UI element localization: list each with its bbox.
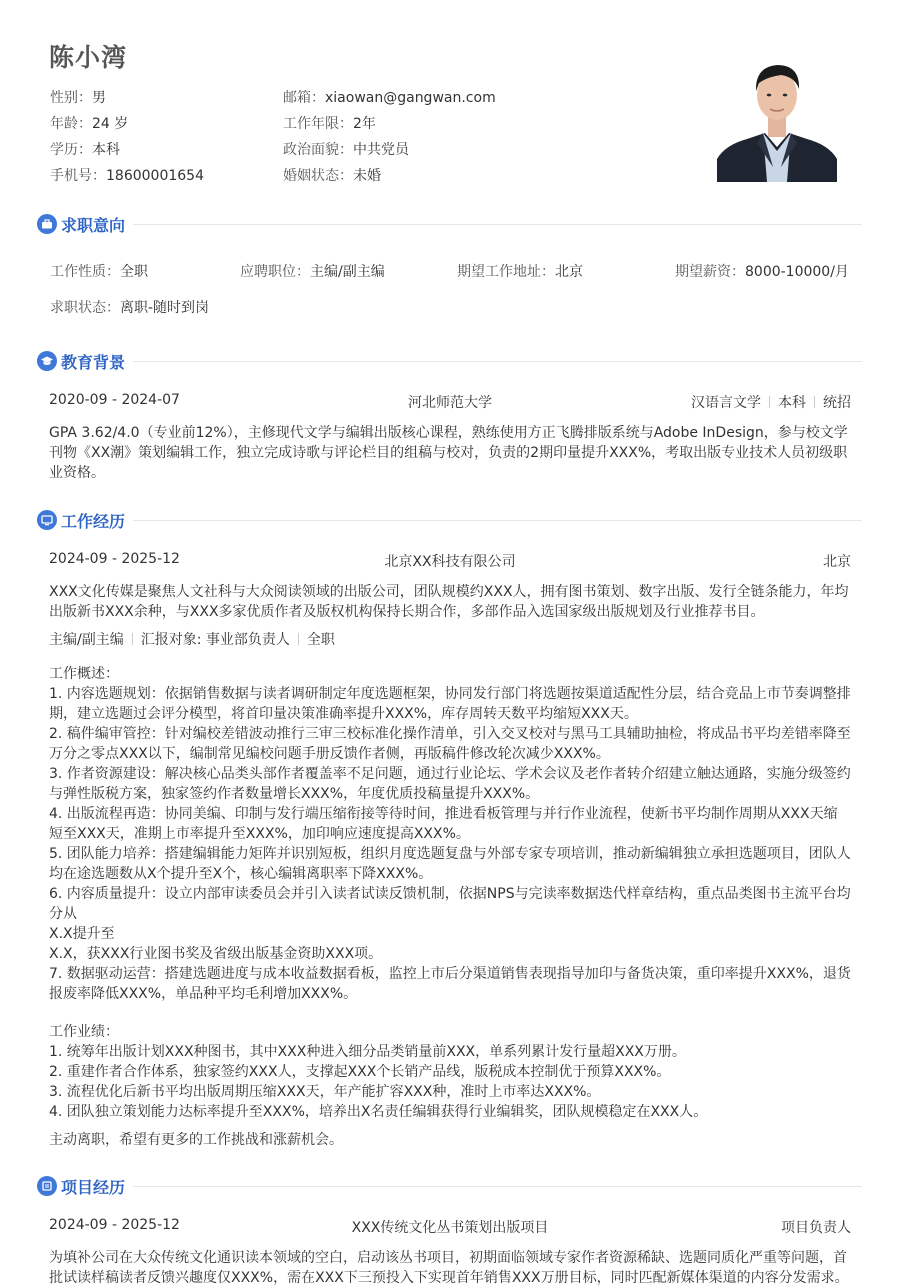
intent-location <box>457 261 583 281</box>
separator <box>298 633 299 645</box>
work-period: 2024-09 - 2025-12 <box>49 551 180 567</box>
briefcase-icon <box>37 214 57 234</box>
politics-value: 中共党员 <box>353 142 409 158</box>
intent-status-value: 离职-随时到岗 <box>120 300 210 316</box>
intent-status-label: 求职状态： <box>50 300 120 316</box>
intent-type <box>50 261 148 281</box>
years-label: 工作年限： <box>283 116 353 132</box>
separator <box>814 396 815 408</box>
edu-label: 学历： <box>50 142 92 158</box>
email-info <box>283 87 496 107</box>
achievement-item: 2. 重建作者合作体系，独家签约XXX人，支撑起XXX个长销产品线，版税成本控制优于预算XXX%。 <box>49 1064 671 1080</box>
gender-info <box>50 87 106 107</box>
work-role-row <box>49 629 851 649</box>
project-divider <box>133 1186 862 1187</box>
education-description: GPA 3.62/4.0（专业前12%），主修现代文学与编辑出版核心课程，熟练使用方正飞腾排版系统与Adobe InDesign，参与校文学刊物《XX潮》策划编辑工作，独立完成诗歌与评论栏目的组稿与校对，负责的2期印量提升XXX%，考取出版专业技术人员初级职业资格。 <box>49 425 848 481</box>
phone-value: 18600001654 <box>106 168 204 184</box>
gender-label: 性别： <box>50 90 92 106</box>
separator <box>769 396 770 408</box>
education-degree: 本科 <box>778 395 806 411</box>
avatar <box>717 47 837 182</box>
age-label: 年龄： <box>50 116 92 132</box>
work-company: 北京XX科技有限公司 <box>384 554 516 570</box>
work-report: 汇报对象: 事业部负责人 <box>140 632 290 648</box>
candidate-name: 陈小湾 <box>49 43 128 72</box>
overview-item: 3. 作者资源建设：解决核心品类头部作者覆盖率不足问题，通过行业论坛、学术会议及老作者转介绍建立触达通路，实施分级签约与弹性版税方案，独家签约作者数量增长XXX%，年度优质投稿量提升XXX%。 <box>49 766 851 802</box>
overview-item: 4. 出版流程再造：协同美编、印制与发行端压缩衔接等待时间，推进看板管理与并行作业流程，使新书平均制作周期从XXX天缩短至XXX天，准期上市率提升至XXX%，加印响应速度提高XXX%。 <box>49 806 838 842</box>
education-school: 河北师范大学 <box>408 395 492 411</box>
intent-position-value: 主编/副主编 <box>310 264 385 280</box>
achievement-item: 3. 流程优化后新书平均出版周期压缩XXX天，年产能扩容XXX种，准时上市率达XXX%。 <box>49 1084 601 1100</box>
age-info <box>50 113 128 133</box>
overview-item: X.X，获XXX行业图书奖及省级出版基金资助XXX项。 <box>49 946 383 962</box>
education-divider <box>133 361 862 362</box>
achievements-title: 工作业绩： <box>49 1024 119 1040</box>
intent-salary-label: 期望薪资： <box>675 264 745 280</box>
age-value: 24 岁 <box>92 116 129 132</box>
work-section-title: 工作经历 <box>61 512 126 531</box>
email-value: xiaowan@gangwan.com <box>325 90 496 106</box>
overview-title: 工作概述： <box>49 666 119 682</box>
work-achievements <box>49 1022 851 1122</box>
separator <box>132 633 133 645</box>
leave-reason: 主动离职，希望有更多的工作挑战和涨薪机会。 <box>49 1132 343 1148</box>
overview-item: 1. 内容选题规划：依据销售数据与读者调研制定年度选题框架，协同发行部门将选题按渠道适配性分层，结合竞品上市节奏调整排期，建立选题过会评分模型，将首印量决策准确率提升XXX%，库存周转天数平均缩短XXX天。 <box>49 686 851 722</box>
education-major: 汉语言文学 <box>691 395 761 411</box>
politics-label: 政治面貌： <box>283 142 353 158</box>
intent-salary-value: 8000-10000/月 <box>745 264 849 280</box>
work-city: 北京 <box>823 554 851 570</box>
company-description: XXX文化传媒是聚焦人文社科与大众阅读领域的出版公司，团队规模约XXX人，拥有图书策划、数字出版、发行全链条能力，年均出版新书XXX余种，与XXX多家优质作者及版权机构保持长期合作，多部作品入选国家级出版规划及行业推荐书目。 <box>49 584 849 620</box>
politics-info <box>283 139 409 159</box>
project-section-title: 项目经历 <box>61 1178 126 1197</box>
intent-type-label: 工作性质： <box>50 264 120 280</box>
overview-item: 7. 数据驱动运营：搭建选题进度与成本收益数据看板，监控上市后分渠道销售表现指导加印与备货决策，重印率提升XXX%，退货报废率降低XXX%，单品种平均毛利增加XXX%。 <box>49 966 851 1002</box>
intent-location-label: 期望工作地址： <box>457 264 555 280</box>
work-role: 主编/副主编 <box>49 632 124 648</box>
avatar-photo-icon <box>717 47 837 182</box>
education-info <box>50 139 120 159</box>
intent-location-value: 北京 <box>555 264 583 280</box>
overview-item: 6. 内容质量提升：设立内部审读委员会并引入读者试读反馈机制，依据NPS与完读率数据迭代样章结构，重点品类图书主流平台均分从 <box>49 886 851 922</box>
project-section-header <box>37 1174 862 1198</box>
intent-salary <box>675 261 849 281</box>
phone-label: 手机号： <box>50 168 106 184</box>
overview-item: 5. 团队能力培养：搭建编辑能力矩阵并识别短板，组织月度选题复盘与外部专家专项培训，推动新编辑独立承担选题项目，团队人均在途选题数从X个提升至X个，核心编辑离职率下降XXX%。 <box>49 846 851 882</box>
work-jobtype: 全职 <box>306 632 335 648</box>
project-description: 为填补公司在大众传统文化通识读本领域的空白，启动该丛书项目，初期面临领域专家作者资源稀缺、选题同质化严重等问题，首批试读样稿读者反馈兴趣度仅XXX%，需在XXX下三预投入下实现首年销售XXX万册目标，同时匹配新媒体渠道的内容分发需求。 <box>49 1250 849 1286</box>
gender-value: 男 <box>92 90 106 106</box>
education-meta <box>691 392 851 412</box>
work-row <box>49 551 851 571</box>
intent-type-value: 全职 <box>120 264 148 280</box>
achievement-item: 4. 团队独立策划能力达标率提升至XXX%，培养出X名责任编辑获得行业编辑奖，团队规模稳定在XXX人。 <box>49 1104 708 1120</box>
education-section-header <box>37 349 862 373</box>
overview-item: X.X提升至 <box>49 926 115 942</box>
email-label: 邮箱： <box>283 90 325 106</box>
list-icon <box>37 1176 57 1196</box>
marital-info <box>283 165 381 185</box>
phone-info <box>50 165 204 185</box>
intent-status <box>50 297 209 317</box>
education-row <box>49 392 851 412</box>
intent-position-label: 应聘职位： <box>240 264 310 280</box>
achievement-item: 1. 统筹年出版计划XXX种图书，其中XXX种进入细分品类销量前XXX，单系列累计发行量超XXX万册。 <box>49 1044 686 1060</box>
education-section-title: 教育背景 <box>61 353 126 372</box>
intent-divider <box>133 224 862 225</box>
marital-label: 婚姻状态： <box>283 168 353 184</box>
education-mode: 统招 <box>823 395 851 411</box>
overview-item: 2. 稿件编审管控：针对编校差错波动推行三审三校标准化操作清单，引入交叉校对与黑马工具辅助抽检，将成品书平均差错率降至万分之零点XXX以下，编制常见编校问题手册反馈作者侧，再版稿件修改轮次减少XXX%。 <box>49 726 851 762</box>
marital-value: 未婚 <box>353 168 381 184</box>
graduation-cap-icon <box>37 351 57 371</box>
years-info <box>283 113 376 133</box>
years-value: 2年 <box>353 116 376 132</box>
work-section-header <box>37 508 862 532</box>
edu-value: 本科 <box>92 142 120 158</box>
intent-position <box>240 261 385 281</box>
project-period: 2024-09 - 2025-12 <box>49 1217 180 1233</box>
intent-section-header <box>37 212 862 236</box>
work-overview <box>49 664 851 1004</box>
project-name: XXX传统文化丛书策划出版项目 <box>351 1220 549 1236</box>
education-period: 2020-09 - 2024-07 <box>49 392 180 408</box>
work-divider <box>133 520 862 521</box>
project-row <box>49 1217 851 1237</box>
project-role: 项目负责人 <box>781 1220 851 1236</box>
intent-section-title: 求职意向 <box>61 216 126 235</box>
monitor-icon <box>37 510 57 530</box>
